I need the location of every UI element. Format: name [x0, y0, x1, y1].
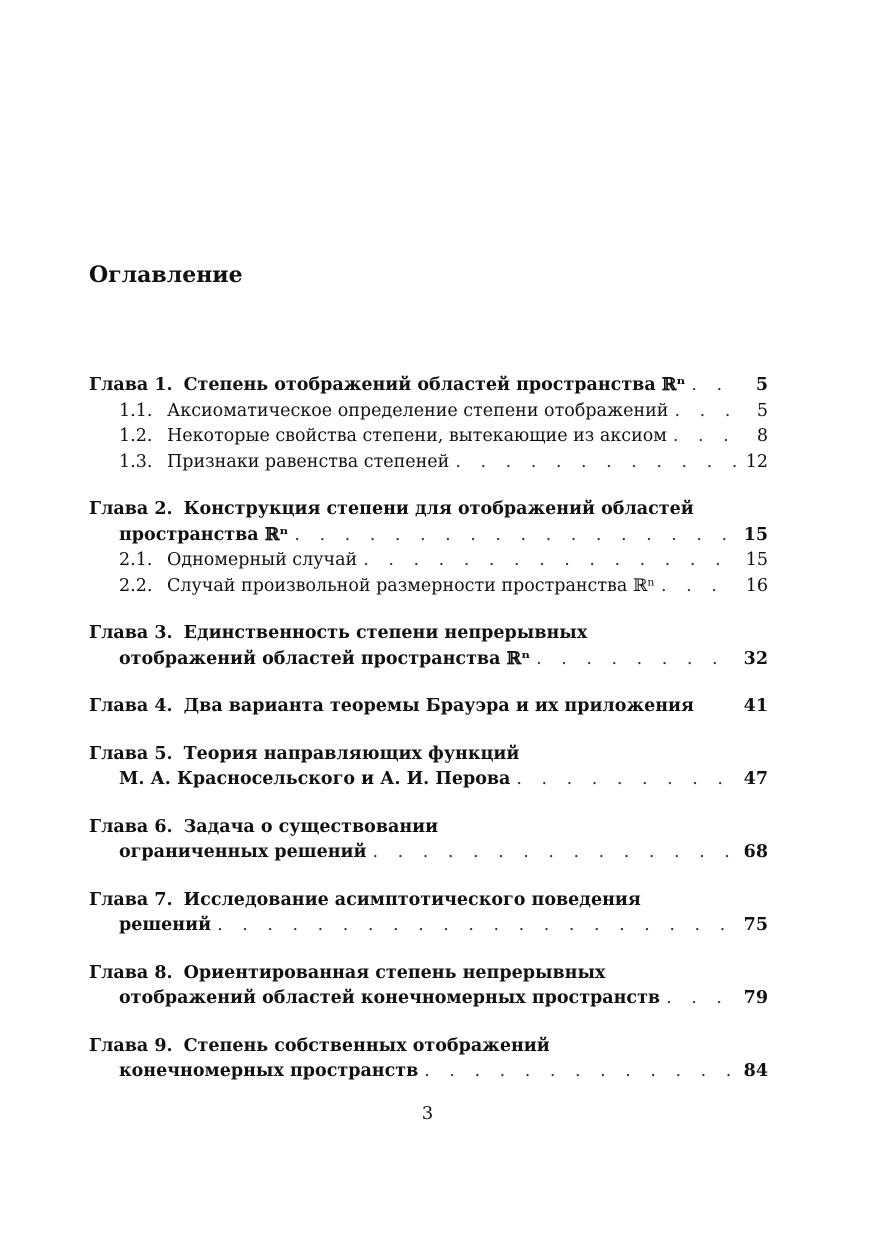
page-ref: 84	[743, 1061, 768, 1081]
chapter-number: Глава 6.	[89, 816, 173, 837]
chapter-title: Два варианта теоремы Брауэра и их приложения	[183, 696, 694, 716]
dot-leader	[673, 424, 738, 450]
section-number: 2.1.	[119, 550, 153, 570]
toc-entry-section-2-1[interactable]	[89, 548, 768, 574]
page-ref: 41	[743, 696, 768, 716]
toc-heading: Оглавление	[89, 262, 243, 288]
dot-leader	[455, 450, 738, 476]
chapter-title: Единственность степени непрерывных	[183, 623, 588, 643]
chapter-number: Глава 8.	[89, 962, 173, 983]
chapter-title: Степень собственных отображений	[183, 1035, 550, 1056]
toc-entry-chapter-8[interactable]	[89, 961, 768, 987]
chapter-title: Конструкция степени для отображений областей	[183, 499, 694, 519]
section-number: 1.2.	[119, 426, 153, 446]
toc-entry-section-1-1[interactable]	[89, 399, 768, 425]
toc-entry-chapter-3[interactable]	[89, 621, 768, 647]
toc-entry-chapter-8-cont[interactable]	[89, 986, 768, 1012]
dot-leader	[674, 399, 738, 425]
toc-entry-section-1-3[interactable]	[89, 450, 768, 476]
dot-leader	[372, 840, 737, 866]
toc-entry-section-2-2[interactable]	[89, 574, 768, 600]
toc-entry-chapter-5[interactable]	[89, 742, 768, 768]
chapter-number: Глава 5.	[89, 743, 173, 764]
toc-entry-chapter-7-cont[interactable]	[89, 913, 768, 939]
toc-entry-chapter-2-cont[interactable]	[89, 523, 768, 549]
page-ref: 47	[743, 769, 768, 789]
toc-entry-chapter-6-cont[interactable]	[89, 840, 768, 866]
dot-leader	[294, 523, 737, 549]
dot-leader	[424, 1059, 737, 1085]
section-title: Некоторые свойства степени, вытекающие из аксиом	[167, 426, 667, 446]
page-ref: 68	[743, 842, 768, 862]
page-ref: 75	[743, 915, 768, 935]
toc-entry-chapter-6[interactable]	[89, 815, 768, 841]
page-ref: 12	[745, 451, 768, 472]
chapter-title-cont: отображений областей конечномерных пространств	[119, 988, 661, 1008]
dot-leader	[666, 986, 738, 1012]
page-number: 3	[421, 1103, 434, 1124]
section-title: Случай произвольной размерности пространства ℝⁿ	[167, 575, 655, 596]
chapter-title-cont: пространства ℝⁿ	[119, 524, 289, 545]
chapter-title-cont: ограниченных решений	[119, 842, 367, 862]
chapter-number: Глава 3.	[89, 623, 173, 643]
page-ref: 5	[756, 400, 768, 421]
toc-entry-chapter-7[interactable]	[89, 888, 768, 914]
dot-leader	[516, 767, 737, 793]
dot-leader	[661, 574, 738, 600]
chapter-title-cont: конечномерных пространств	[119, 1061, 419, 1081]
chapter-title: Теория направляющих функций	[183, 743, 520, 764]
chapter-number: Глава 2.	[89, 499, 173, 519]
chapter-title: Степень отображений областей пространства ℝⁿ	[183, 375, 686, 395]
toc-entry-chapter-3-cont[interactable]	[89, 647, 768, 673]
toc-entry-chapter-9[interactable]	[89, 1034, 768, 1060]
page-ref: 15	[743, 524, 768, 545]
toc-entry-chapter-4[interactable]	[89, 694, 768, 720]
dot-leader	[363, 548, 738, 574]
toc-entry-chapter-2[interactable]	[89, 497, 768, 523]
chapter-number: Глава 7.	[89, 889, 173, 910]
page-ref: 32	[743, 648, 768, 669]
section-title: Одномерный случай	[167, 550, 358, 570]
chapter-title: Задача о существовании	[183, 816, 439, 837]
dot-leader	[536, 647, 737, 673]
chapter-number: Глава 4.	[89, 696, 173, 716]
chapter-number: Глава 9.	[89, 1035, 173, 1056]
page-ref: 16	[745, 575, 768, 596]
chapter-title: Ориентированная степень непрерывных	[183, 962, 606, 983]
chapter-title-cont: отображений областей пространства ℝⁿ	[119, 648, 531, 669]
page-ref: 15	[745, 550, 768, 570]
section-number: 1.1.	[119, 400, 153, 421]
page-ref: 79	[743, 988, 768, 1008]
toc-entry-chapter-1[interactable]	[89, 373, 768, 399]
section-number: 2.2.	[119, 575, 153, 596]
toc-entry-chapter-5-cont[interactable]	[89, 767, 768, 793]
toc-entry-chapter-9-cont[interactable]	[89, 1059, 768, 1085]
dot-leader	[691, 373, 738, 399]
section-number: 1.3.	[119, 451, 153, 472]
section-title: Признаки равенства степеней	[167, 451, 450, 472]
page-ref: 5	[755, 375, 768, 395]
dot-leader	[217, 913, 738, 939]
chapter-title: Исследование асимптотического поведения	[183, 889, 641, 910]
chapter-number: Глава 1.	[89, 375, 173, 395]
table-of-contents	[89, 373, 768, 1085]
chapter-title-cont: М. А. Красносельского и А. И. Перова	[119, 769, 511, 789]
page-ref: 8	[756, 426, 768, 446]
toc-entry-section-1-2[interactable]	[89, 424, 768, 450]
section-title: Аксиоматическое определение степени отображений	[167, 400, 669, 421]
chapter-title-cont: решений	[119, 915, 212, 935]
